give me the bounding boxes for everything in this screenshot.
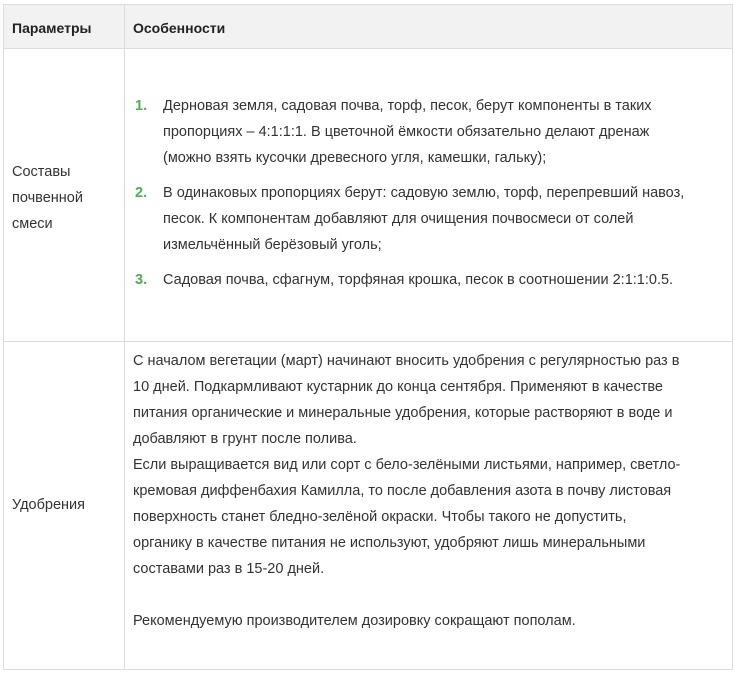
list-number: 1. [135,98,148,114]
dosage-note: Рекомендуемую производителем дозировку сокращают пополам. [133,613,576,629]
soil-param-cell [4,49,125,342]
soil-param-label: Составы почвенной смеси [12,164,83,232]
header-params-label: Параметры [12,20,92,36]
list-item: 3. Садовая почва, сфагнум, торфяная крошка, песок в соотношении 2:1:1:0.5. [135,267,715,293]
list-item: 1. Дерновая земля, садовая почва, торф, песок, берут компоненты в таких пропорциях – 4:1:1:1. В цветочной ёмкости обязательно делают дренаж (можно взять кусочки древесного угля, камешки, гальку); [135,93,715,171]
fertilizer-param-cell [4,342,125,670]
header-cell-params [4,5,125,49]
paragraph-gap [133,582,725,608]
fertilizer-param-label: Удобрения [12,497,85,513]
soil-features-cell [125,49,733,342]
header-cell-features [125,5,733,49]
header-features-label: Особенности [133,20,226,36]
list-number: 2. [135,185,148,201]
parameters-table [3,4,733,670]
soil-mix-list [135,93,715,302]
list-number: 3. [135,272,148,288]
fertilizer-text: С началом вегетации (март) начинают вносить удобрения с регулярностью раз в 10 дней. Подкармливают кустарник до конца сентября. Применяют в качестве питания органические и минеральные удобрения, которые растворяют в воде и добавляют в грунт после полива. Если выращивается вид или сорт с бело-зелёными листьями, например, светло- кремовая диффенбахия Камилла, то после добавления азота в почву листовая поверхность станет бледно-зелёной окраски. Чтобы такого не допустить, органику в качестве питания не используют, удобряют лишь минеральными составами раз в 15-20 дней. Рекомендуемую производителем дозировку сокращают пополам. [133,348,725,634]
list-item: 2. В одинаковых пропорциях берут: садовую землю, торф, перепревший навоз, песок. К компонентам добавляют для очищения почвосмеси от солей измельчённый берёзовый уголь; [135,180,715,258]
fertilizer-features-cell [125,342,733,670]
